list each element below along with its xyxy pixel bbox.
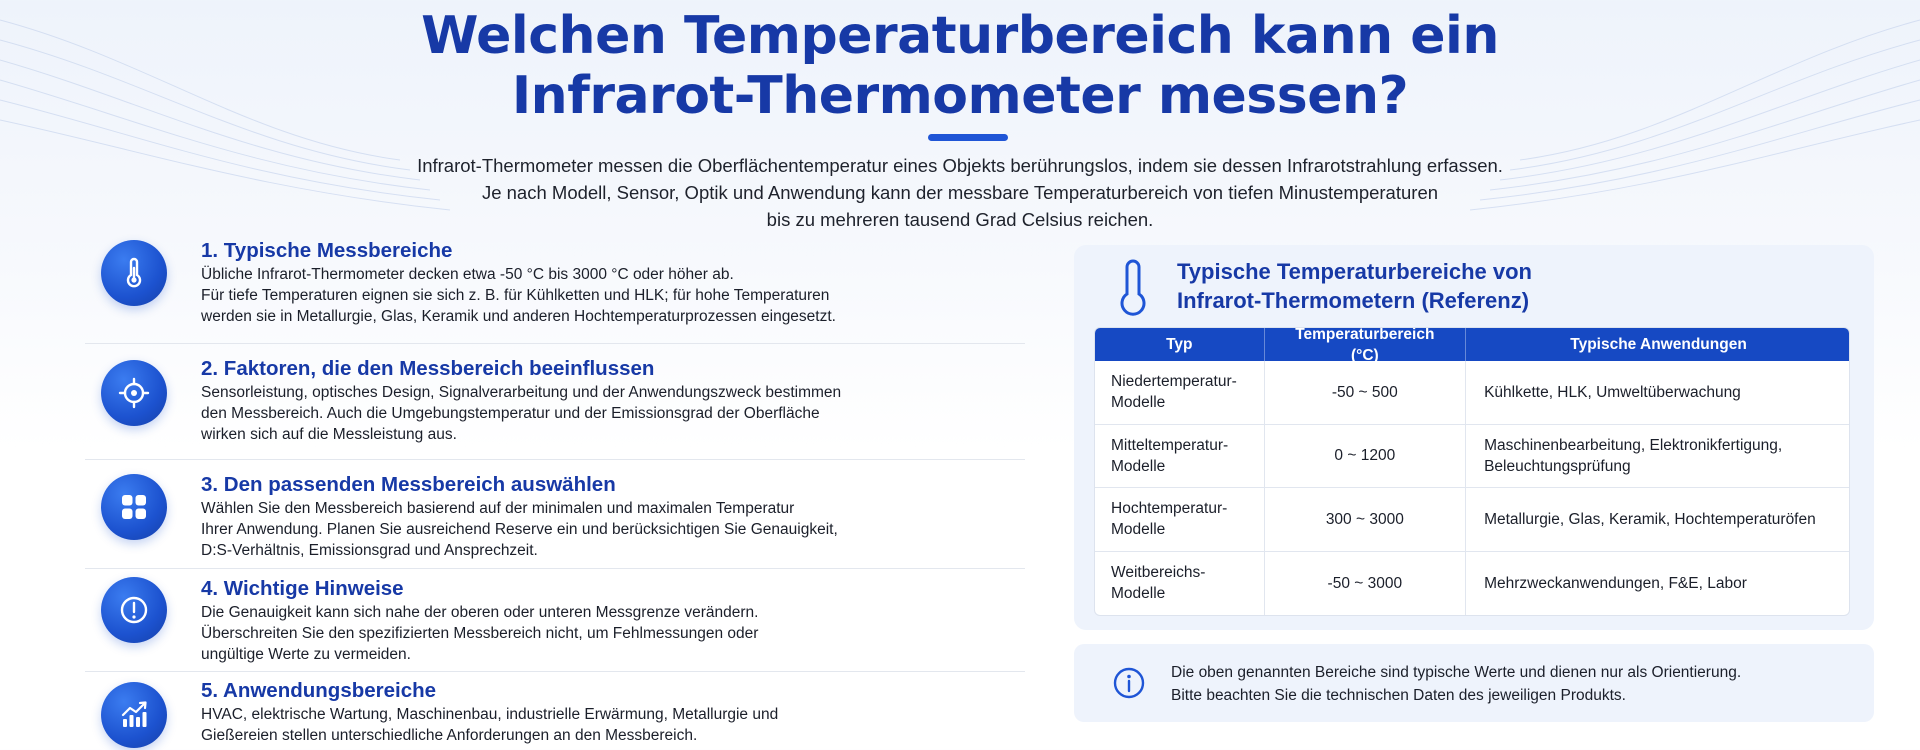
cell-app-line: Maschinenbearbeitung, Elektronikfertigung, [1484, 436, 1783, 454]
section-title: 4. Wichtige Hinweise [201, 577, 404, 600]
cell-range: -50 ~ 3000 [1265, 552, 1466, 616]
info-icon [1112, 666, 1146, 700]
section-typical-ranges [85, 232, 1025, 344]
cell-type [1095, 488, 1265, 551]
section-line: Übliche Infrarot-Thermometer decken etwa -50 °C bis 3000 °C oder höher ab. [201, 266, 734, 283]
crosshair-icon [101, 360, 167, 426]
section-line: D:S-Verhältnis, Emissionsgrad und Ansprechzeit. [201, 542, 538, 559]
reference-panel [1074, 245, 1874, 630]
section-choose-range [85, 460, 1025, 569]
table-row [1095, 552, 1849, 616]
cell-range: 300 ~ 3000 [1265, 488, 1466, 551]
section-line: den Messbereich. Auch die Umgebungstemperatur und der Emissionsgrad der Oberfläche [201, 405, 820, 422]
alert-icon [101, 577, 167, 643]
intro-paragraph [0, 152, 1920, 233]
info-sections [85, 232, 1025, 750]
growth-chart-icon [101, 682, 167, 748]
section-title: 1. Typische Messbereiche [201, 239, 453, 262]
intro-line: Infrarot-Thermometer messen die Oberflächentemperatur eines Objekts berührungslos, indem sie dessen Infrarotstrahlung erfassen. [417, 155, 1503, 176]
section-line: wirken sich auf die Messleistung aus. [201, 426, 457, 443]
table-header-row [1095, 327, 1849, 364]
cell-applications [1466, 425, 1849, 488]
page-title-line-1: Welchen Temperaturbereich kann ein [421, 6, 1499, 66]
thermometer-icon [101, 240, 167, 306]
note-text [1171, 661, 1851, 707]
column-header-applications: Typische Anwendungen [1570, 336, 1747, 353]
cell-type-line: Modelle [1111, 457, 1166, 475]
note-line: Die oben genannten Bereiche sind typische Werte und dienen nur als Orientierung. [1171, 664, 1742, 681]
table-row [1095, 488, 1849, 552]
section-influencing-factors [85, 344, 1025, 460]
cell-type [1095, 552, 1265, 616]
section-title: 3. Den passenden Messbereich auswählen [201, 473, 616, 496]
cell-type-line: Hochtemperatur- [1111, 500, 1228, 518]
column-header-range: Temperaturbereich (°C) [1265, 328, 1466, 361]
cell-type-line: Modelle [1111, 394, 1166, 412]
section-line: Überschreiten Sie den spezifizierten Messbereich nicht, um Fehlmessungen oder [201, 625, 759, 642]
cell-app-line: Kühlkette, HLK, Umweltüberwachung [1484, 383, 1741, 401]
column-header-type: Typ [1095, 328, 1265, 361]
section-title: 2. Faktoren, die den Messbereich beeinflussen [201, 357, 655, 380]
table-row [1095, 425, 1849, 489]
cell-type-line: Niedertemperatur- [1111, 373, 1237, 391]
cell-range: -50 ~ 500 [1265, 361, 1466, 424]
section-line: Die Genauigkeit kann sich nahe der oberen oder unteren Messgrenze verändern. [201, 604, 759, 621]
section-line: werden sie in Metallurgie, Glas, Keramik und anderen Hochtemperaturprozessen eingesetzt. [201, 308, 836, 325]
cell-range: 0 ~ 1200 [1265, 425, 1466, 488]
section-line: Ihrer Anwendung. Planen Sie ausreichend Reserve ein und berücksichtigen Sie Genauigkeit, [201, 521, 838, 538]
cell-type [1095, 425, 1265, 488]
page-title [0, 6, 1920, 126]
title-underline [928, 134, 1008, 141]
section-line: Sensorleistung, optisches Design, Signalverarbeitung und der Anwendungszweck bestimmen [201, 384, 842, 401]
panel-title-line: Typische Temperaturbereiche von [1177, 259, 1532, 284]
intro-line: bis zu mehreren tausend Grad Celsius reichen. [766, 209, 1154, 230]
section-title: 5. Anwendungsbereiche [201, 679, 437, 702]
cell-app-line: Metallurgie, Glas, Keramik, Hochtemperaturöfen [1484, 510, 1816, 528]
note-line: Bitte beachten Sie die technischen Daten des jeweiligen Produkts. [1171, 687, 1626, 704]
temperature-range-table [1094, 327, 1850, 616]
section-important-notes [85, 569, 1025, 672]
thermometer-outline-icon [1114, 259, 1152, 319]
page-title-line-2: Infrarot-Thermometer messen? [511, 66, 1409, 126]
cell-applications [1466, 552, 1849, 616]
section-line: ungültige Werte zu vermeiden. [201, 646, 411, 663]
section-line: Für tiefe Temperaturen eignen sie sich z. B. für Kühlketten und HLK; für hohe Temperaturen [201, 287, 830, 304]
cell-applications [1466, 488, 1849, 551]
section-line: HVAC, elektrische Wartung, Maschinenbau, industrielle Erwärmung, Metallurgie und [201, 706, 779, 723]
section-line: Gießereien stellen unterschiedliche Anforderungen an den Messbereich. [201, 727, 698, 744]
reference-note [1074, 644, 1874, 722]
table-row [1095, 361, 1849, 425]
cell-type-line: Modelle [1111, 585, 1166, 603]
intro-line: Je nach Modell, Sensor, Optik und Anwendung kann der messbare Temperaturbereich von tiefen Minustemperaturen [481, 182, 1439, 203]
section-applications [85, 672, 1025, 750]
cell-type-line: Modelle [1111, 521, 1166, 539]
grid-icon [101, 474, 167, 540]
section-line: Wählen Sie den Messbereich basierend auf der minimalen und maximalen Temperatur [201, 500, 795, 517]
cell-applications [1466, 361, 1849, 424]
cell-type [1095, 361, 1265, 424]
cell-app-line: Beleuchtungsprüfung [1484, 457, 1631, 475]
cell-app-line: Mehrzweckanwendungen, F&E, Labor [1484, 574, 1747, 592]
panel-title [1177, 257, 1777, 315]
cell-type-line: Mitteltemperatur- [1111, 436, 1229, 454]
cell-type-line: Weitbereichs- [1111, 564, 1206, 582]
panel-title-line: Infrarot-Thermometern (Referenz) [1177, 288, 1530, 313]
